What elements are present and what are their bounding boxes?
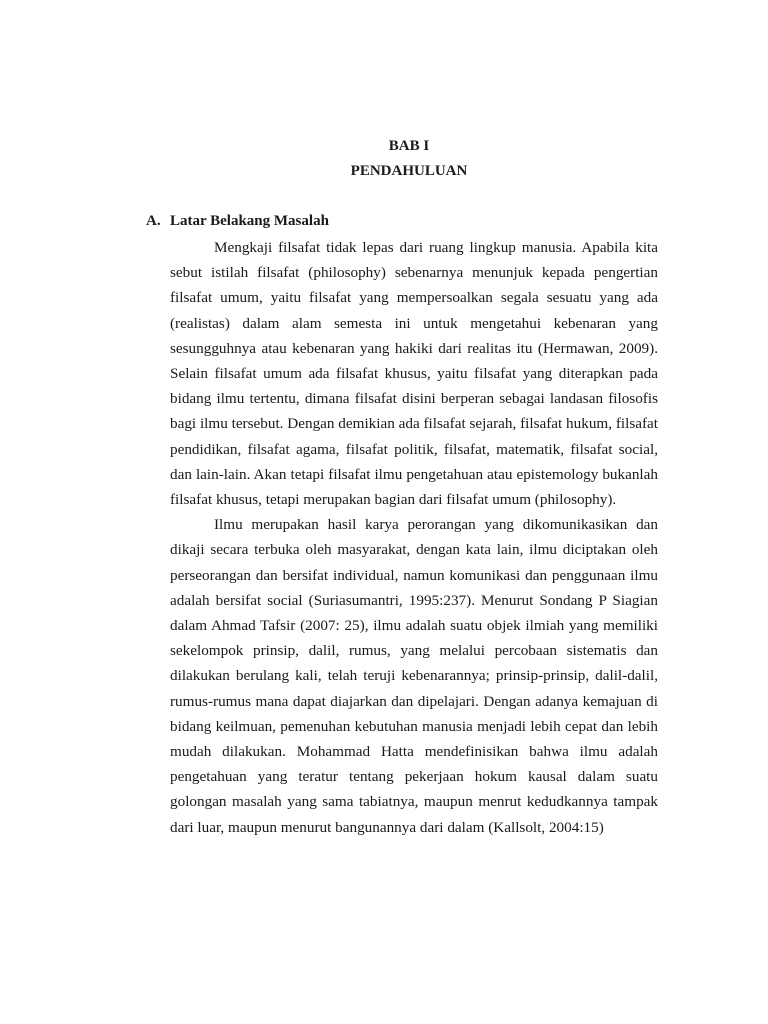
chapter-title: PENDAHULUAN: [350, 163, 468, 179]
section-title: Latar Belakang Masalah: [170, 213, 329, 229]
section-marker: A.: [146, 213, 161, 229]
paragraph: Ilmu merupakan hasil karya perorangan yang dikomunikasikan dan dikaji secara terbuka oleh masyarakat, dengan kata lain, ilmu diciptakan oleh perseorangan dan bersifat individual, namun komunikasi dan penggunaan ilmu adalah bersifat social (Suriasumantri, 1995:237). Menurut Sondang P Siagian dalam Ahmad Tafsir (2007: 25), ilmu adalah suatu objek ilmiah yang memiliki sekelompok prinsip, dalil, rumus, yang melalui percobaan sistematis dan dilakukan berulang kali, telah teruji kebenarannya; prinsip-prinsip, dalil-dalil, rumus-rumus mana dapat diajarkan dan dipelajari. Dengan adanya kemajuan di bidang keilmuan, pemenuhan kebutuhan manusia menjadi lebih cepat dan lebih mudah dilakukan. Mohammad Hatta mendefinisikan bahwa ilmu adalah pengetahuan yang teratur tentang pekerjaan hokum kausal dalam suatu golongan masalah yang sama tabiatnya, maupun menrut kedudkannya tampak dari luar, maupun menurut bangunannya dari dalam (Kallsolt, 2004:15): [170, 516, 658, 836]
section-heading: [146, 211, 329, 231]
paragraph: Mengkaji filsafat tidak lepas dari ruang lingkup manusia. Apabila kita sebut istilah filsafat (philosophy) sebenarnya menunjuk kepada pengertian filsafat umum, yaitu filsafat yang mempersoalkan segala sesuatu yang ada (realistas) dalam alam semesta ini untuk mengetahui kebenaran yang sesungguhnya atau kebenaran yang hakiki dari realitas itu (Hermawan, 2009). Selain filsafat umum ada filsafat khusus, yaitu filsafat yang diterapkan pada bidang ilmu tertentu, dimana filsafat disini berperan sebagai landasan filosofis bagi ilmu tersebut. Dengan demikian ada filsafat sejarah, filsafat hukum, filsafat pendidikan, filsafat agama, filsafat politik, filsafat, matematik, filsafat social, dan lain-lain. Akan tetapi filsafat ilmu pengetahuan atau epistemology bukanlah filsafat khusus, tetapi merupakan bagian dari filsafat umum (philosophy).: [170, 239, 658, 509]
body-text: [170, 235, 658, 840]
chapter-number: BAB I: [388, 138, 430, 154]
